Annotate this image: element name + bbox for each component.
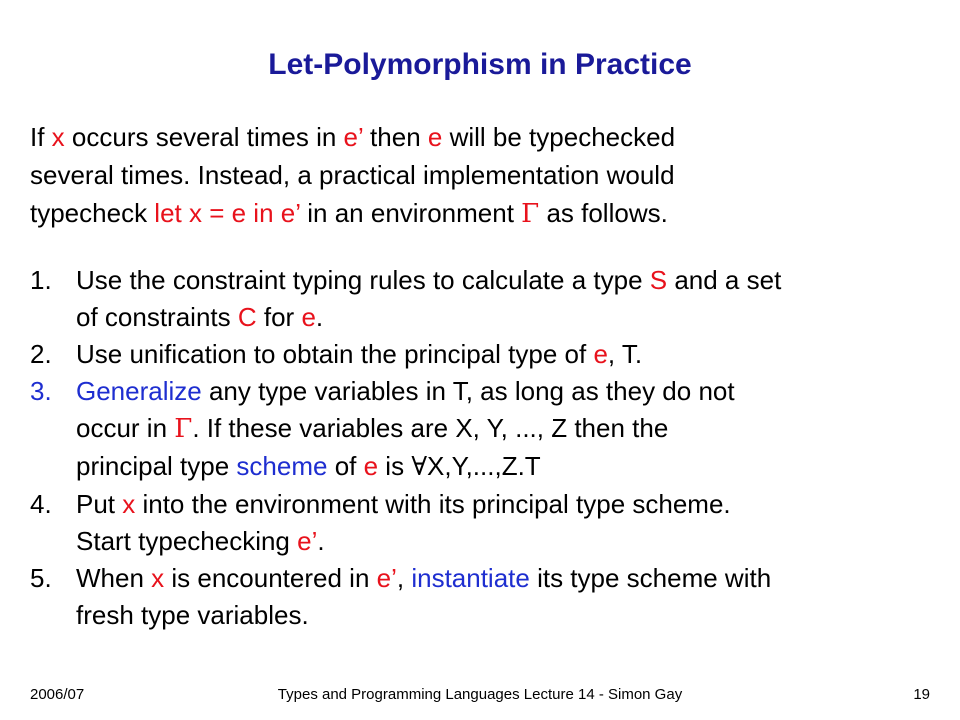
intro-paragraph (30, 118, 940, 233)
step-number: 2. (30, 339, 52, 369)
var-x: x (122, 489, 136, 519)
steps-list (30, 262, 950, 634)
step-3: 3. Generalize any type variables in T, as long as they do not occur in Γ. If these variables are X, Y, ..., Z then the principal type scheme of e is ∀X,Y,...,Z.T (30, 373, 950, 486)
step-number: 5. (30, 563, 52, 593)
step-number: 4. (30, 489, 52, 519)
intro-line-1: If x occurs several times in e’ then e will be typechecked (30, 122, 676, 152)
constraints-c: C (237, 302, 257, 332)
intro-line-2: several times. Instead, a practical implementation would (30, 160, 675, 190)
footer-date: 2006/07 (30, 686, 85, 703)
type-s: S (649, 265, 668, 295)
scheme-term: scheme (236, 451, 328, 481)
gamma-symbol: Γ (521, 199, 540, 229)
expr-e: e (363, 451, 379, 481)
step-2: 2. Use unification to obtain the principal type of e, T. (30, 336, 950, 373)
step-1: 1. Use the constraint typing rules to calculate a type S and a set of constraints C for e. (30, 262, 950, 336)
gamma-symbol: Γ (174, 414, 193, 444)
intro-line-3: typecheck let x = e in e’ in an environment Γ as follows. (30, 198, 668, 229)
expr-e-prime: e’ (343, 122, 363, 152)
instantiate-term: instantiate (411, 563, 530, 593)
expr-e: e (427, 122, 443, 152)
step-4: 4. Put x into the environment with its principal type scheme. Start typechecking e’. (30, 486, 950, 560)
step-number: 3. (30, 376, 52, 406)
footer-slide-number: 19 (913, 686, 930, 703)
step-number: 1. (30, 265, 52, 295)
var-x: x (151, 563, 165, 593)
expr-e: e (593, 339, 608, 369)
expr-e-prime: e’ (376, 563, 397, 593)
slide-title: Let-Polymorphism in Practice (268, 48, 692, 81)
step-5: 5. When x is encountered in e’, instantiate its type scheme with fresh type variables. (30, 560, 950, 634)
var-x: x (51, 122, 65, 152)
expr-e-prime: e’ (297, 526, 318, 556)
forall-symbol: ∀ (411, 452, 428, 482)
let-expression: let x = e in e’ (154, 198, 301, 228)
generalize-term: Generalize (76, 376, 202, 406)
expr-e: e (301, 302, 316, 332)
footer-course-title: Types and Programming Languages Lecture 14 - Simon Gay (277, 686, 683, 703)
